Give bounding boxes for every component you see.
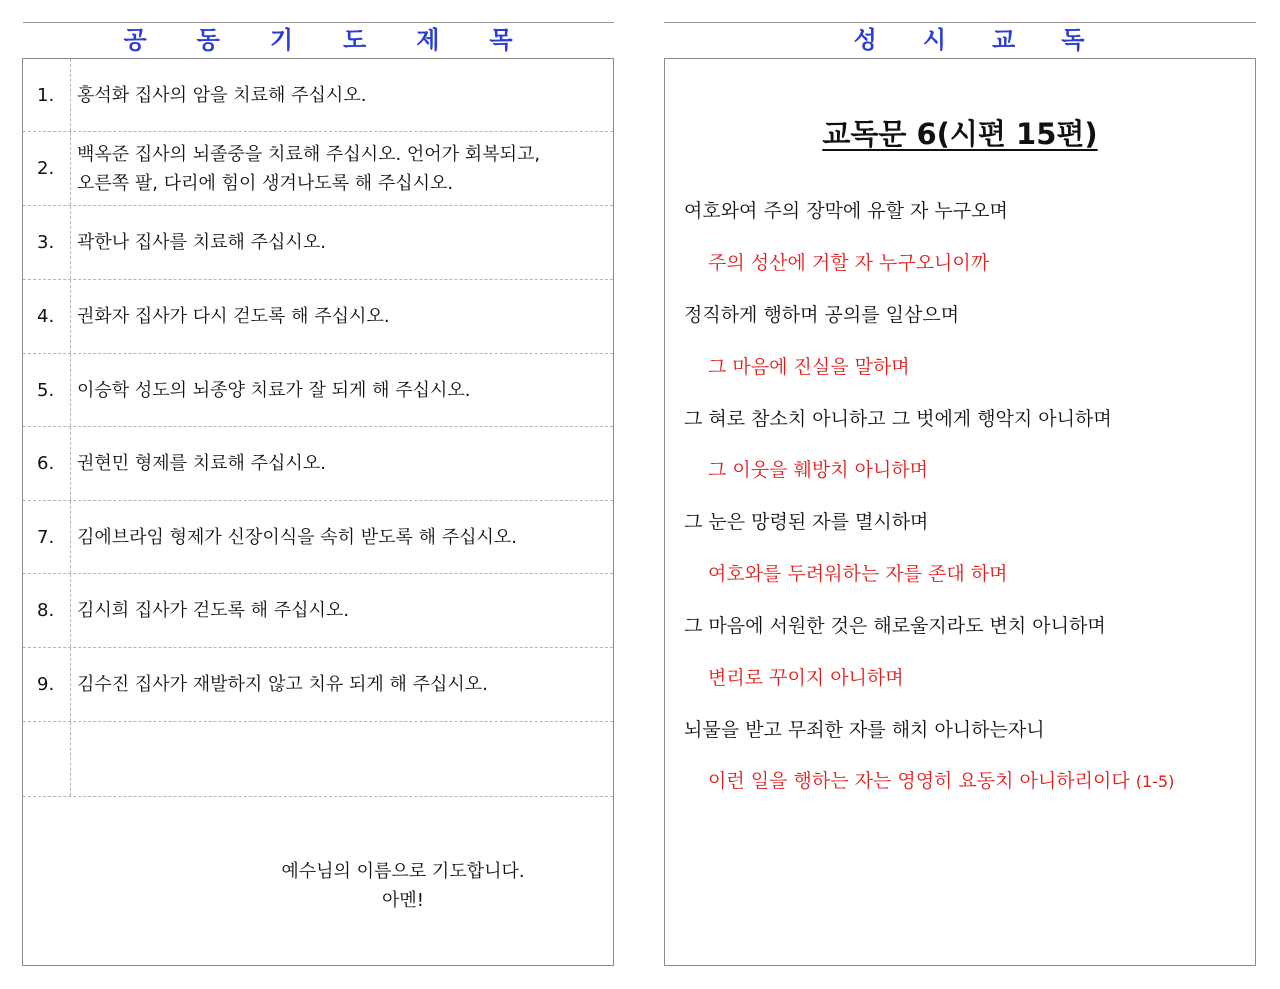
reading-title: 교독문 6(시편 15편) [822, 117, 1098, 151]
prayer-text: 김에브라임 형제가 신장이식을 속히 받도록 해 주십시오. [77, 526, 517, 548]
prayer-text: 김시희 집사가 걷도록 해 주십시오. [77, 600, 350, 621]
right-heading-char: 성 [853, 26, 877, 54]
verse-leader: 그 눈은 망령된 자를 멸시하며 [684, 511, 929, 533]
prayer-number: 1. [23, 59, 71, 131]
prayer-row [23, 501, 613, 574]
prayer-number: 3. [23, 206, 71, 279]
right-heading-char: 교 [992, 26, 1016, 54]
verse-leader: 정직하게 행하며 공의를 일삼으며 [684, 304, 960, 326]
left-heading-char: 목 [489, 26, 513, 54]
prayer-row [23, 574, 613, 648]
verse-leader: 여호와여 주의 장막에 유할 자 누구오며 [684, 200, 1008, 222]
verse-response [708, 766, 1174, 793]
verse-response-text: 이런 일을 행하는 자는 영영히 요동치 아니하리이다 [708, 770, 1130, 792]
prayer-text: 백옥준 집사의 뇌졸중을 치료해 주십시오. 언어가 회복되고, 오른쪽 팔, 다리에 힘이 생겨나도록 해 주십시오. [77, 143, 541, 194]
prayer-text: 김수진 집사가 재발하지 않고 치유 되게 해 주십시오. [77, 674, 488, 695]
verse-response: 주의 성산에 거할 자 누구오니이까 [708, 252, 990, 274]
prayer-number: 5. [23, 354, 71, 426]
closing-amen: 아멘! [382, 890, 424, 911]
right-heading-rule [664, 22, 1256, 23]
prayer-number: 9. [23, 648, 71, 721]
prayer-row [23, 648, 613, 722]
prayer-row-empty [23, 722, 613, 797]
prayer-row [23, 132, 613, 206]
prayer-row [23, 427, 613, 501]
verse-leader: 뇌물을 받고 무죄한 자를 해치 아니하는자니 [684, 719, 1045, 741]
right-heading-char: 시 [922, 26, 946, 54]
left-heading-rule [23, 22, 614, 23]
prayer-text: 곽한나 집사를 치료해 주십시오. [77, 232, 326, 253]
verse-response: 여호와를 두려워하는 자를 존대 하며 [708, 563, 1008, 585]
prayer-row [23, 206, 613, 280]
left-heading-char: 동 [196, 26, 220, 54]
verse-response: 변리로 꾸이지 아니하며 [708, 667, 904, 689]
prayer-text: 홍석화 집사의 암을 치료해 주십시오. [77, 84, 367, 106]
verse-response: 그 마음에 진실을 말하며 [708, 356, 910, 378]
verse-leader: 그 마음에 서원한 것은 해로울지라도 변치 아니하며 [684, 615, 1106, 637]
prayer-number: 6. [23, 427, 71, 500]
prayer-row [23, 280, 613, 354]
prayer-number: 4. [23, 280, 71, 353]
prayer-number: 8. [23, 574, 71, 647]
verse-response: 그 이웃을 훼방치 아니하며 [708, 459, 929, 481]
left-heading-char: 기 [269, 26, 293, 54]
prayer-number [23, 722, 71, 796]
left-heading-char: 공 [123, 26, 147, 54]
prayer-text: 권화자 집사가 다시 걷도록 해 주십시오. [77, 306, 390, 327]
closing-line: 예수님의 이름으로 기도합니다. [281, 861, 525, 882]
prayer-number: 7. [23, 501, 71, 573]
left-heading [23, 25, 613, 55]
right-heading-char: 독 [1061, 26, 1085, 54]
prayer-list [23, 59, 613, 797]
left-heading-char: 도 [343, 26, 367, 54]
left-heading-char: 제 [416, 26, 440, 54]
prayer-row [23, 59, 613, 132]
verse-leader: 그 혀로 참소치 아니하고 그 벗에게 행악지 아니하며 [684, 408, 1112, 430]
prayer-text: 권현민 형제를 치료해 주십시오. [77, 453, 326, 474]
verse-reference: (1-5) [1135, 772, 1175, 791]
prayer-row [23, 354, 613, 427]
prayer-number: 2. [23, 132, 71, 205]
right-heading [664, 25, 1256, 55]
prayer-text: 이승학 성도의 뇌종양 치료가 잘 되게 해 주십시오. [77, 379, 471, 401]
closing-prayer [23, 857, 613, 915]
